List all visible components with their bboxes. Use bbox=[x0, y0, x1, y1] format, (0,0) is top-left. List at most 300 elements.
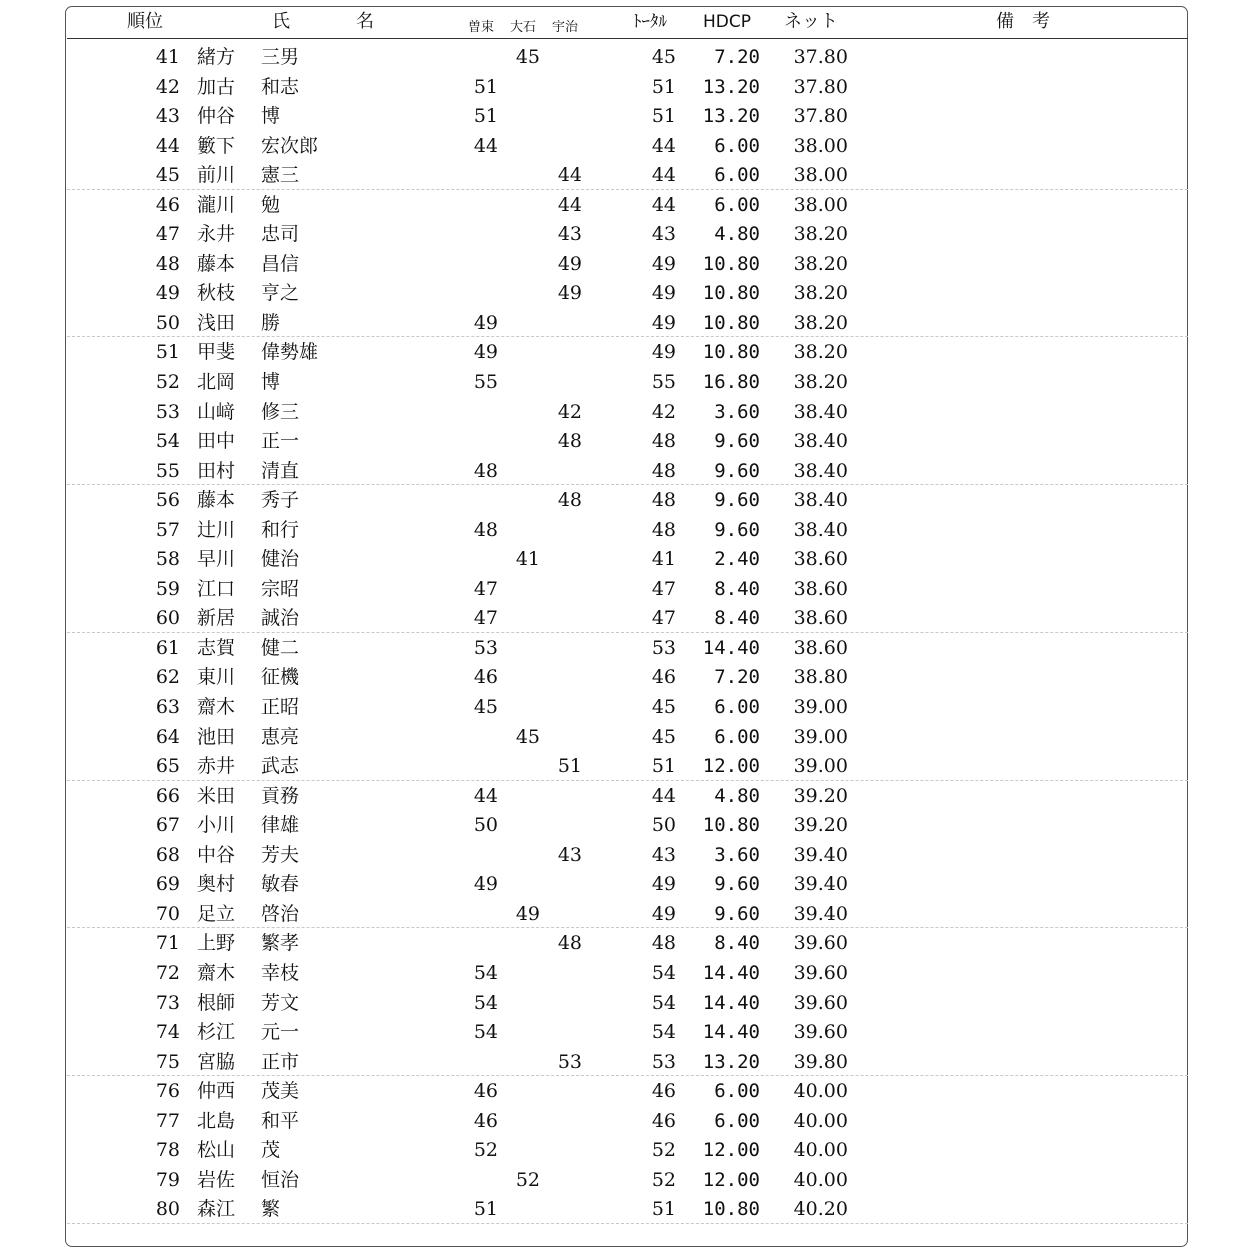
hdcp-cell: 6.00 bbox=[714, 1109, 760, 1132]
net-cell: 37.80 bbox=[793, 75, 848, 98]
total-cell: 45 bbox=[651, 725, 676, 748]
course-3-score-cell: 49 bbox=[557, 252, 582, 275]
rank-cell: 71 bbox=[155, 932, 180, 955]
net-cell: 39.40 bbox=[793, 873, 848, 896]
rank-cell: 43 bbox=[155, 105, 180, 128]
hdcp-cell: 10.80 bbox=[702, 1198, 760, 1221]
rank-cell: 80 bbox=[155, 1198, 180, 1221]
total-cell: 52 bbox=[651, 1139, 676, 1162]
net-cell: 38.20 bbox=[793, 341, 848, 364]
course-3-score-cell: 51 bbox=[557, 755, 582, 778]
net-cell: 38.20 bbox=[793, 223, 848, 246]
surname-cell: 田村 bbox=[197, 459, 236, 482]
header-course-3: 宇治 bbox=[552, 20, 579, 35]
surname-cell: 岩佐 bbox=[197, 1168, 236, 1191]
hdcp-cell: 3.60 bbox=[714, 400, 760, 423]
total-cell: 48 bbox=[651, 489, 676, 512]
table-row bbox=[0, 1106, 1241, 1136]
course-3-score-cell: 48 bbox=[557, 489, 582, 512]
rank-cell: 54 bbox=[155, 430, 180, 453]
surname-cell: 杉江 bbox=[197, 1021, 236, 1044]
course-3-score-cell: 43 bbox=[557, 843, 582, 866]
net-cell: 39.40 bbox=[793, 843, 848, 866]
surname-cell: 新居 bbox=[197, 607, 236, 630]
course-1-score-cell: 49 bbox=[473, 873, 498, 896]
table-header bbox=[0, 0, 1241, 40]
surname-cell: 永井 bbox=[197, 223, 236, 246]
given-name-cell: 繁 bbox=[261, 1198, 281, 1221]
net-cell: 38.00 bbox=[793, 193, 848, 216]
given-name-cell: 宏次郎 bbox=[261, 134, 319, 157]
surname-cell: 池田 bbox=[197, 725, 236, 748]
rank-cell: 48 bbox=[155, 252, 180, 275]
rank-cell: 69 bbox=[155, 873, 180, 896]
surname-cell: 北岡 bbox=[197, 371, 236, 394]
course-1-score-cell: 49 bbox=[473, 311, 498, 334]
total-cell: 51 bbox=[651, 755, 676, 778]
surname-cell: 山﨑 bbox=[197, 400, 236, 423]
rank-cell: 59 bbox=[155, 577, 180, 600]
total-cell: 51 bbox=[651, 1198, 676, 1221]
hdcp-cell: 13.20 bbox=[702, 105, 760, 128]
rank-cell: 77 bbox=[155, 1109, 180, 1132]
total-cell: 54 bbox=[651, 1021, 676, 1044]
total-cell: 49 bbox=[651, 873, 676, 896]
rank-cell: 45 bbox=[155, 164, 180, 187]
surname-cell: 齋木 bbox=[197, 696, 236, 719]
surname-cell: 奥村 bbox=[197, 873, 236, 896]
total-cell: 47 bbox=[651, 607, 676, 630]
hdcp-cell: 12.00 bbox=[702, 1168, 760, 1191]
table-row bbox=[0, 278, 1241, 308]
hdcp-cell: 4.80 bbox=[714, 784, 760, 807]
given-name-cell: 幸枝 bbox=[261, 961, 300, 984]
table-row bbox=[0, 219, 1241, 249]
surname-cell: 前川 bbox=[197, 164, 236, 187]
course-3-score-cell: 48 bbox=[557, 430, 582, 453]
net-cell: 40.20 bbox=[793, 1198, 848, 1221]
surname-cell: 米田 bbox=[197, 784, 236, 807]
surname-cell: 小川 bbox=[197, 814, 236, 837]
course-2-score-cell: 49 bbox=[515, 902, 540, 925]
surname-cell: 辻川 bbox=[197, 518, 236, 541]
course-2-score-cell: 45 bbox=[515, 725, 540, 748]
course-1-score-cell: 54 bbox=[473, 961, 498, 984]
hdcp-cell: 6.00 bbox=[714, 725, 760, 748]
header-course-2: 大石 bbox=[510, 20, 537, 35]
net-cell: 39.20 bbox=[793, 784, 848, 807]
table-row bbox=[0, 337, 1241, 367]
total-cell: 54 bbox=[651, 991, 676, 1014]
hdcp-cell: 9.60 bbox=[714, 489, 760, 512]
table-row bbox=[0, 722, 1241, 752]
hdcp-cell: 10.80 bbox=[702, 311, 760, 334]
given-name-cell: 宗昭 bbox=[261, 577, 300, 600]
rank-cell: 51 bbox=[155, 341, 180, 364]
total-cell: 45 bbox=[651, 46, 676, 68]
table-row bbox=[0, 1135, 1241, 1165]
rank-cell: 44 bbox=[155, 134, 180, 157]
given-name-cell: 元一 bbox=[261, 1021, 300, 1044]
given-name-cell: 和志 bbox=[261, 75, 300, 98]
rank-cell: 67 bbox=[155, 814, 180, 837]
given-name-cell: 敏春 bbox=[261, 873, 300, 896]
hdcp-cell: 13.20 bbox=[702, 75, 760, 98]
rank-cell: 76 bbox=[155, 1080, 180, 1103]
hdcp-cell: 10.80 bbox=[702, 282, 760, 305]
hdcp-cell: 9.60 bbox=[714, 902, 760, 925]
given-name-cell: 茂 bbox=[261, 1139, 281, 1162]
table-row bbox=[0, 1047, 1241, 1077]
net-cell: 39.60 bbox=[793, 991, 848, 1014]
rank-cell: 42 bbox=[155, 75, 180, 98]
surname-cell: 藤本 bbox=[197, 489, 236, 512]
given-name-cell: 憲三 bbox=[261, 164, 300, 187]
net-cell: 39.60 bbox=[793, 1021, 848, 1044]
surname-cell: 仲谷 bbox=[197, 105, 236, 128]
course-1-score-cell: 44 bbox=[473, 784, 498, 807]
hdcp-cell: 12.00 bbox=[702, 1139, 760, 1162]
given-name-cell: 誠治 bbox=[261, 607, 300, 630]
net-cell: 40.00 bbox=[793, 1168, 848, 1191]
given-name-cell: 健二 bbox=[261, 636, 300, 659]
course-1-score-cell: 48 bbox=[473, 459, 498, 482]
header-net: ネット bbox=[784, 11, 838, 32]
surname-cell: 甲斐 bbox=[197, 341, 236, 364]
hdcp-cell: 3.60 bbox=[714, 843, 760, 866]
net-cell: 39.00 bbox=[793, 755, 848, 778]
total-cell: 46 bbox=[651, 1080, 676, 1103]
rank-cell: 41 bbox=[155, 46, 180, 68]
given-name-cell: 勉 bbox=[261, 193, 281, 216]
net-cell: 37.80 bbox=[793, 105, 848, 128]
given-name-cell: 博 bbox=[261, 105, 281, 128]
rank-cell: 52 bbox=[155, 371, 180, 394]
given-name-cell: 偉勢雄 bbox=[261, 341, 319, 364]
net-cell: 39.00 bbox=[793, 696, 848, 719]
hdcp-cell: 6.00 bbox=[714, 696, 760, 719]
total-cell: 53 bbox=[651, 636, 676, 659]
course-1-score-cell: 51 bbox=[473, 75, 498, 98]
rank-cell: 57 bbox=[155, 518, 180, 541]
hdcp-cell: 14.40 bbox=[702, 636, 760, 659]
surname-cell: 東川 bbox=[197, 666, 236, 689]
total-cell: 53 bbox=[651, 1050, 676, 1073]
course-1-score-cell: 47 bbox=[473, 607, 498, 630]
table-row bbox=[0, 456, 1241, 486]
total-cell: 42 bbox=[651, 400, 676, 423]
hdcp-cell: 14.40 bbox=[702, 1021, 760, 1044]
total-cell: 43 bbox=[651, 843, 676, 866]
rank-cell: 47 bbox=[155, 223, 180, 246]
net-cell: 38.40 bbox=[793, 518, 848, 541]
course-1-score-cell: 51 bbox=[473, 1198, 498, 1221]
table-row bbox=[0, 101, 1241, 131]
course-2-score-cell: 52 bbox=[515, 1168, 540, 1191]
course-3-score-cell: 43 bbox=[557, 223, 582, 246]
net-cell: 40.00 bbox=[793, 1139, 848, 1162]
total-cell: 41 bbox=[651, 548, 676, 571]
header-remarks: 備 考 bbox=[996, 11, 1050, 32]
table-row bbox=[0, 781, 1241, 811]
course-2-score-cell: 45 bbox=[515, 46, 540, 68]
table-row bbox=[0, 869, 1241, 899]
net-cell: 40.00 bbox=[793, 1080, 848, 1103]
table-row bbox=[0, 249, 1241, 279]
table-row bbox=[0, 899, 1241, 929]
given-name-cell: 征機 bbox=[261, 666, 300, 689]
rank-cell: 79 bbox=[155, 1168, 180, 1191]
table-row bbox=[0, 633, 1241, 663]
table-row bbox=[0, 160, 1241, 190]
course-3-score-cell: 53 bbox=[557, 1050, 582, 1073]
given-name-cell: 勝 bbox=[261, 311, 281, 334]
hdcp-cell: 6.00 bbox=[714, 193, 760, 216]
table-row bbox=[0, 485, 1241, 515]
given-name-cell: 正一 bbox=[261, 430, 300, 453]
course-1-score-cell: 55 bbox=[473, 371, 498, 394]
total-cell: 52 bbox=[651, 1168, 676, 1191]
hdcp-cell: 9.60 bbox=[714, 873, 760, 896]
hdcp-cell: 9.60 bbox=[714, 459, 760, 482]
header-divider bbox=[67, 38, 1188, 39]
table-row bbox=[0, 988, 1241, 1018]
course-1-score-cell: 44 bbox=[473, 134, 498, 157]
rank-cell: 61 bbox=[155, 636, 180, 659]
hdcp-cell: 6.00 bbox=[714, 164, 760, 187]
net-cell: 39.40 bbox=[793, 902, 848, 925]
surname-cell: 宮脇 bbox=[197, 1050, 236, 1073]
total-cell: 44 bbox=[651, 784, 676, 807]
course-1-score-cell: 51 bbox=[473, 105, 498, 128]
total-cell: 49 bbox=[651, 311, 676, 334]
rank-cell: 64 bbox=[155, 725, 180, 748]
surname-cell: 瀧川 bbox=[197, 193, 236, 216]
given-name-cell: 三男 bbox=[261, 46, 300, 68]
table-row bbox=[0, 1165, 1241, 1195]
net-cell: 38.60 bbox=[793, 636, 848, 659]
given-name-cell: 亨之 bbox=[261, 282, 300, 305]
rank-cell: 50 bbox=[155, 311, 180, 334]
hdcp-cell: 8.40 bbox=[714, 607, 760, 630]
surname-cell: 北島 bbox=[197, 1109, 236, 1132]
surname-cell: 藤本 bbox=[197, 252, 236, 275]
total-cell: 54 bbox=[651, 961, 676, 984]
rank-cell: 58 bbox=[155, 548, 180, 571]
rank-cell: 74 bbox=[155, 1021, 180, 1044]
table-row bbox=[0, 42, 1241, 72]
course-3-score-cell: 42 bbox=[557, 400, 582, 423]
surname-cell: 籔下 bbox=[197, 134, 236, 157]
rank-cell: 75 bbox=[155, 1050, 180, 1073]
surname-cell: 中谷 bbox=[197, 843, 236, 866]
table-row bbox=[0, 131, 1241, 161]
rank-cell: 46 bbox=[155, 193, 180, 216]
rank-cell: 55 bbox=[155, 459, 180, 482]
hdcp-cell: 8.40 bbox=[714, 932, 760, 955]
hdcp-cell: 12.00 bbox=[702, 755, 760, 778]
course-1-score-cell: 53 bbox=[473, 636, 498, 659]
total-cell: 46 bbox=[651, 1109, 676, 1132]
rank-cell: 68 bbox=[155, 843, 180, 866]
surname-cell: 仲西 bbox=[197, 1080, 236, 1103]
header-course-1: 曽束 bbox=[468, 20, 495, 35]
table-row bbox=[0, 426, 1241, 456]
hdcp-cell: 13.20 bbox=[702, 1050, 760, 1073]
given-name-cell: 恵亮 bbox=[261, 725, 300, 748]
surname-cell: 加古 bbox=[197, 75, 236, 98]
net-cell: 39.20 bbox=[793, 814, 848, 837]
hdcp-cell: 14.40 bbox=[702, 991, 760, 1014]
given-name-cell: 芳夫 bbox=[261, 843, 300, 866]
total-cell: 48 bbox=[651, 430, 676, 453]
course-1-score-cell: 46 bbox=[473, 1080, 498, 1103]
surname-cell: 赤井 bbox=[197, 755, 236, 778]
given-name-cell: 正昭 bbox=[261, 696, 300, 719]
net-cell: 38.60 bbox=[793, 577, 848, 600]
given-name-cell: 昌信 bbox=[261, 252, 300, 275]
hdcp-cell: 14.40 bbox=[702, 961, 760, 984]
table-row bbox=[0, 840, 1241, 870]
table-row bbox=[0, 692, 1241, 722]
surname-cell: 江口 bbox=[197, 577, 236, 600]
surname-cell: 秋枝 bbox=[197, 282, 236, 305]
table-row bbox=[0, 397, 1241, 427]
table-row bbox=[0, 958, 1241, 988]
header-total: ﾄｰﾀﾙ bbox=[633, 12, 667, 32]
course-3-score-cell: 44 bbox=[557, 193, 582, 216]
net-cell: 38.40 bbox=[793, 459, 848, 482]
total-cell: 48 bbox=[651, 459, 676, 482]
given-name-cell: 芳文 bbox=[261, 991, 300, 1014]
total-cell: 51 bbox=[651, 75, 676, 98]
hdcp-cell: 9.60 bbox=[714, 518, 760, 541]
course-1-score-cell: 47 bbox=[473, 577, 498, 600]
net-cell: 37.80 bbox=[793, 46, 848, 68]
net-cell: 38.40 bbox=[793, 489, 848, 512]
table-row bbox=[0, 603, 1241, 633]
course-1-score-cell: 50 bbox=[473, 814, 498, 837]
rank-cell: 66 bbox=[155, 784, 180, 807]
table-row bbox=[0, 1017, 1241, 1047]
hdcp-cell: 10.80 bbox=[702, 252, 760, 275]
given-name-cell: 和平 bbox=[261, 1109, 300, 1132]
table-row bbox=[0, 544, 1241, 574]
total-cell: 49 bbox=[651, 902, 676, 925]
header-hdcp: HDCP bbox=[703, 12, 751, 32]
course-1-score-cell: 46 bbox=[473, 666, 498, 689]
rank-cell: 56 bbox=[155, 489, 180, 512]
total-cell: 44 bbox=[651, 193, 676, 216]
table-row bbox=[0, 1194, 1241, 1224]
rank-cell: 60 bbox=[155, 607, 180, 630]
rank-cell: 63 bbox=[155, 696, 180, 719]
surname-cell: 緒方 bbox=[197, 46, 236, 68]
given-name-cell: 修三 bbox=[261, 400, 300, 423]
net-cell: 40.00 bbox=[793, 1109, 848, 1132]
table-row bbox=[0, 515, 1241, 545]
given-name-cell: 清直 bbox=[261, 459, 300, 482]
total-cell: 43 bbox=[651, 223, 676, 246]
table-row bbox=[0, 72, 1241, 102]
total-cell: 48 bbox=[651, 518, 676, 541]
given-name-cell: 恒治 bbox=[261, 1168, 300, 1191]
net-cell: 38.20 bbox=[793, 282, 848, 305]
course-1-score-cell: 52 bbox=[473, 1139, 498, 1162]
given-name-cell: 正市 bbox=[261, 1050, 300, 1073]
net-cell: 39.60 bbox=[793, 932, 848, 955]
course-3-score-cell: 49 bbox=[557, 282, 582, 305]
rank-cell: 72 bbox=[155, 961, 180, 984]
course-3-score-cell: 44 bbox=[557, 164, 582, 187]
total-cell: 51 bbox=[651, 105, 676, 128]
table-row bbox=[0, 928, 1241, 958]
surname-cell: 根師 bbox=[197, 991, 236, 1014]
net-cell: 38.00 bbox=[793, 164, 848, 187]
table-row bbox=[0, 662, 1241, 692]
hdcp-cell: 4.80 bbox=[714, 223, 760, 246]
total-cell: 49 bbox=[651, 341, 676, 364]
course-1-score-cell: 46 bbox=[473, 1109, 498, 1132]
hdcp-cell: 7.20 bbox=[714, 46, 760, 68]
rank-cell: 78 bbox=[155, 1139, 180, 1162]
total-cell: 44 bbox=[651, 134, 676, 157]
table-row bbox=[0, 1076, 1241, 1106]
given-name-cell: 博 bbox=[261, 371, 281, 394]
course-1-score-cell: 54 bbox=[473, 1021, 498, 1044]
course-1-score-cell: 48 bbox=[473, 518, 498, 541]
net-cell: 38.40 bbox=[793, 430, 848, 453]
net-cell: 38.20 bbox=[793, 252, 848, 275]
given-name-cell: 秀子 bbox=[261, 489, 300, 512]
net-cell: 38.60 bbox=[793, 607, 848, 630]
rank-cell: 49 bbox=[155, 282, 180, 305]
table-row bbox=[0, 190, 1241, 220]
rank-cell: 53 bbox=[155, 400, 180, 423]
given-name-cell: 律雄 bbox=[261, 814, 300, 837]
rank-cell: 73 bbox=[155, 991, 180, 1014]
net-cell: 39.60 bbox=[793, 961, 848, 984]
total-cell: 49 bbox=[651, 252, 676, 275]
hdcp-cell: 7.20 bbox=[714, 666, 760, 689]
table-row bbox=[0, 308, 1241, 338]
net-cell: 38.40 bbox=[793, 400, 848, 423]
net-cell: 38.80 bbox=[793, 666, 848, 689]
hdcp-cell: 6.00 bbox=[714, 134, 760, 157]
given-name-cell: 武志 bbox=[261, 755, 300, 778]
net-cell: 38.20 bbox=[793, 311, 848, 334]
surname-cell: 齋木 bbox=[197, 961, 236, 984]
rank-cell: 65 bbox=[155, 755, 180, 778]
surname-cell: 早川 bbox=[197, 548, 236, 571]
total-cell: 50 bbox=[651, 814, 676, 837]
results-rows bbox=[0, 42, 1241, 1224]
given-name-cell: 健治 bbox=[261, 548, 300, 571]
surname-cell: 浅田 bbox=[197, 311, 236, 334]
net-cell: 39.80 bbox=[793, 1050, 848, 1073]
surname-cell: 森江 bbox=[197, 1198, 236, 1221]
course-1-score-cell: 45 bbox=[473, 696, 498, 719]
table-row bbox=[0, 810, 1241, 840]
given-name-cell: 茂美 bbox=[261, 1080, 300, 1103]
net-cell: 38.20 bbox=[793, 371, 848, 394]
hdcp-cell: 6.00 bbox=[714, 1080, 760, 1103]
rank-cell: 62 bbox=[155, 666, 180, 689]
surname-cell: 足立 bbox=[197, 902, 236, 925]
total-cell: 49 bbox=[651, 282, 676, 305]
total-cell: 46 bbox=[651, 666, 676, 689]
table-row bbox=[0, 751, 1241, 781]
